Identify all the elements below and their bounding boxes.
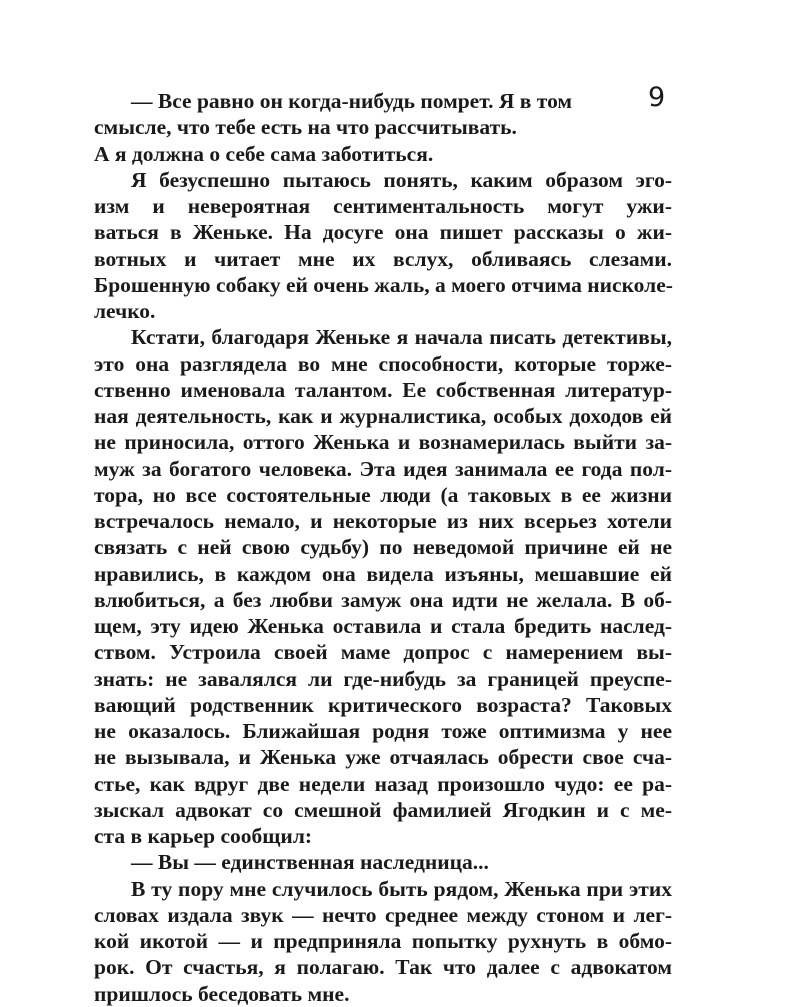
text-line: щем, эту идею Женька оставила и стала бредить наслед- [94, 614, 672, 638]
text-line: лечко. [94, 299, 156, 323]
text-line: Брошенную собаку ей очень жаль, а моего отчима нисколе- [94, 272, 673, 297]
text-line: ста в карьер сообщил: [94, 824, 313, 848]
text-line: не оказалось. Ближайшая родня тоже оптимизма у нее [94, 719, 672, 743]
text-line: кой икотой — и предприняла попытку рухнуть в обмо- [94, 929, 672, 953]
text-line: влюбиться, а без любви замуж она идти не желала. В об- [94, 587, 672, 612]
text-line: знать: не завалялся ли где-нибудь за границей преуспе- [94, 666, 672, 691]
text-line: — Вы — единственная наследница... [131, 850, 489, 875]
text-line: тора, но все состоятельные люди (а таковых в ее жизни [94, 482, 672, 507]
text-line: А я должна о себе сама заботиться. [94, 141, 434, 166]
text-line: вотных и читает мне их вслух, обливаясь слезами. [94, 246, 672, 271]
text-line: связать с ней свою судьбу) по неведомой причине ей не [94, 535, 672, 560]
text-line: вающий родственник критического возраста? Таковых [94, 692, 672, 717]
text-line: это она разглядела во мне способности, которые торже- [94, 351, 672, 376]
text-line: стье, как вдруг две недели назад произошло чудо: ее ра- [94, 771, 672, 796]
text-line: пришлось беседовать мне. [94, 981, 350, 1006]
text-line: — Все равно он когда-нибудь помрет. Я в том [131, 89, 573, 113]
page-number: 9 [648, 82, 666, 113]
text-line: В ту пору мне случилось быть рядом, Женька при этих [131, 876, 672, 901]
text-line: встречалось немало, и некоторые из них всерьез хотели [94, 509, 672, 533]
text-line: ством. Устроила своей маме допрос с намерением вы- [94, 640, 672, 665]
text-line: не вызывала, и Женька уже отчаялась обрести свое сча- [94, 745, 672, 770]
text-line: смысле, что тебе есть на что рассчитывать. [94, 115, 517, 140]
text-line: ственно именовала талантом. Ее собственная литератур- [94, 377, 672, 402]
text-line: ваться в Женьке. На досуге она пишет рассказы о жи- [94, 220, 672, 245]
text-line: словах издала звук — нечто среднее между стоном и лег- [94, 902, 672, 927]
body-text [94, 88, 672, 1007]
text-line: ная деятельность, как и журналистика, особых доходов ей [94, 404, 672, 428]
text-line: нравились, в каждом она видела изъяны, мешавшие ей [94, 561, 672, 586]
text-line: рок. От счастья, я полагаю. Так что далее с адвокатом [94, 955, 672, 980]
text-line: зыскал адвокат со смешной фамилией Ягодкин и с ме- [94, 797, 672, 822]
text-line: изм и невероятная сентиментальность могут ужи- [94, 194, 672, 218]
text-line: Кстати, благодаря Женьке я начала писать детективы, [131, 325, 672, 350]
text-line: Я безуспешно пытаюсь понять, каким образом эго- [131, 167, 672, 192]
text-line: не приносила, оттого Женька и вознамерилась выйти за- [94, 430, 672, 455]
text-line: муж за богатого человека. Эта идея занимала ее года пол- [94, 456, 672, 481]
